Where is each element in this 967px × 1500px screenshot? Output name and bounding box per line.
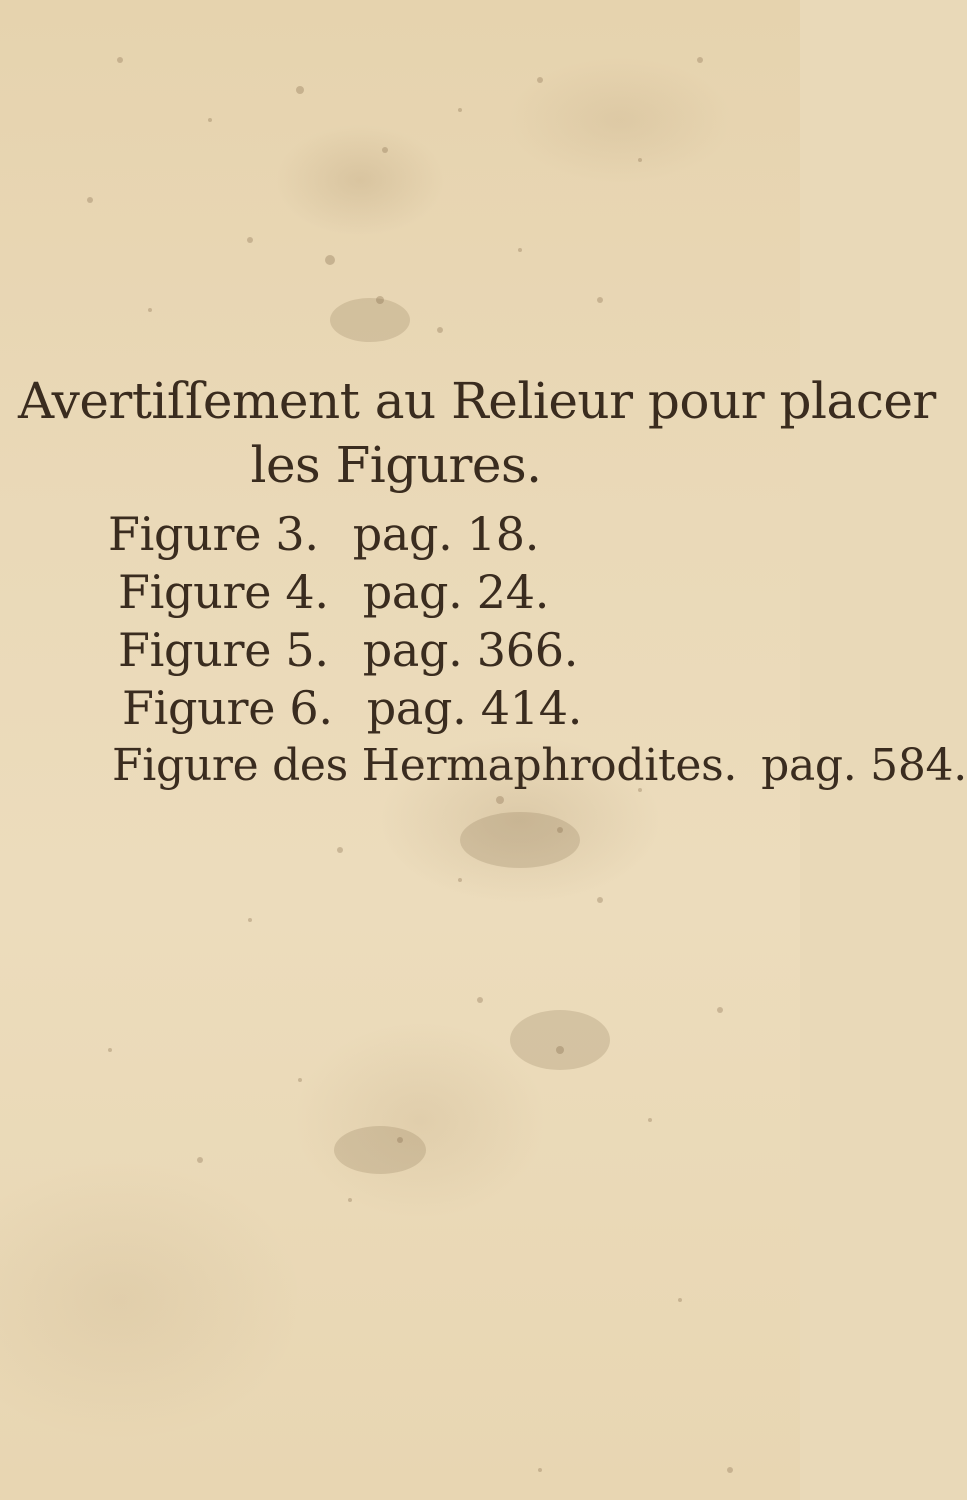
figure-label: Figure 6. <box>122 681 333 735</box>
heading-line-2: les Figures. <box>250 436 542 494</box>
page-reference: pag. 24. <box>362 565 550 619</box>
figure-label: Figure 5. <box>118 623 329 677</box>
figure-list <box>108 505 967 795</box>
figure-label: Figure des Hermaphrodites. <box>112 740 738 791</box>
figure-label: Figure 4. <box>118 565 329 619</box>
figure-label: Figure 3. <box>108 507 319 561</box>
page-reference: pag. 18. <box>352 507 540 561</box>
figure-entry <box>108 505 967 563</box>
figure-entry <box>118 621 967 679</box>
heading-line-1: Avertiſſement au Relieur pour placer <box>18 372 936 430</box>
page-reference: pag. 414. <box>366 681 583 735</box>
figure-entry <box>118 563 967 621</box>
page-reference: pag. 584. <box>761 740 967 791</box>
figure-entry <box>112 737 967 795</box>
figure-entry <box>122 679 967 737</box>
page-reference: pag. 366. <box>362 623 579 677</box>
